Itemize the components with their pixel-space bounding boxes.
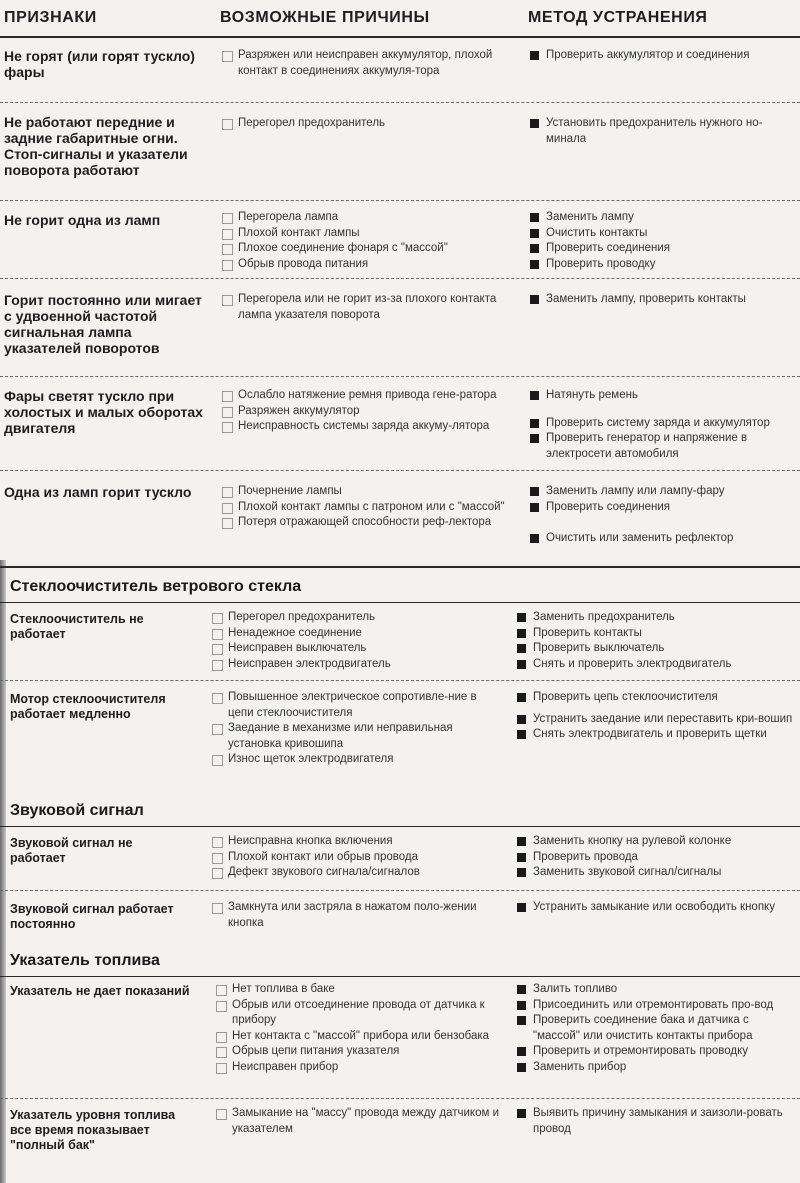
- row-divider: [0, 1098, 800, 1099]
- fix-item: Очистить контакты: [528, 226, 796, 242]
- fixes-list: [515, 1106, 797, 1137]
- cause-item: Перегорел предохранитель: [220, 116, 510, 132]
- fix-item: Присоединить или отремонтировать про-вод: [515, 998, 797, 1014]
- causes-list: [214, 1106, 504, 1137]
- fix-item: Проверить выключатель: [515, 641, 797, 657]
- row-divider: [0, 278, 800, 279]
- row-divider: [0, 102, 800, 103]
- section-rule: [0, 602, 800, 603]
- cause-item: Потеря отражающей способности реф-лектора: [220, 515, 510, 531]
- cause-item: Нет контакта с "массой" прибора или бензобака: [214, 1029, 504, 1045]
- fixes-list: [515, 610, 797, 672]
- fixes-list: [515, 834, 797, 881]
- fix-item: Проверить соединение бака и датчика с "массой" или очистить контакты прибора: [515, 1013, 797, 1044]
- row-divider: [0, 376, 800, 377]
- row-divider: [0, 680, 800, 681]
- section-title-wiper: Стеклоочиститель ветрового стекла: [10, 578, 302, 595]
- cause-item: Неисправен выключатель: [210, 641, 500, 657]
- cause-item: Перегорела или не горит из-за плохого контакта лампа указателя поворота: [220, 292, 510, 323]
- causes-list: [220, 210, 510, 272]
- cause-item: Обрыв или отсоединение провода от датчика к прибору: [214, 998, 504, 1029]
- row-divider: [0, 200, 800, 201]
- header-causes: ВОЗМОЖНЫЕ ПРИЧИНЫ: [220, 9, 430, 26]
- section-rule: [0, 976, 800, 977]
- symptom: Указатель уровня топлива все время показывает "полный бак": [10, 1108, 176, 1152]
- section-rule: [0, 826, 800, 827]
- fixes-list: [528, 116, 796, 147]
- symptom: Мотор стеклоочистителя работает медленно: [10, 692, 166, 721]
- fix-item: Проверить соединения: [528, 241, 796, 257]
- cause-item: Повышенное электрическое сопротивле-ние в цепи стеклоочистителя: [210, 690, 500, 721]
- fix-item: Заменить лампу: [528, 210, 796, 226]
- cause-item: Обрыв цепи питания указателя: [214, 1044, 504, 1060]
- cause-item: Плохое соединение фонаря с "массой": [220, 241, 510, 257]
- fix-item: Снять и проверить электродвигатель: [515, 657, 797, 673]
- cause-item: Дефект звукового сигнала/сигналов: [210, 865, 500, 881]
- fix-item: Залить топливо: [515, 982, 797, 998]
- section-rule: [0, 566, 800, 568]
- symptom: Стеклоочиститель не работает: [10, 612, 144, 641]
- symptom: Звуковой сигнал не работает: [10, 836, 133, 865]
- fixes-list: [528, 210, 796, 272]
- cause-item: Перегорел предохранитель: [210, 610, 500, 626]
- causes-list: [210, 610, 500, 672]
- fix-item: Проверить контакты: [515, 626, 797, 642]
- cause-item: Почернение лампы: [220, 484, 510, 500]
- fix-item: Очистить или заменить рефлектор: [528, 531, 796, 547]
- fix-item: Заменить лампу или лампу-фару: [528, 484, 796, 500]
- causes-list: [220, 116, 510, 132]
- symptom: Фары светят тускло при холостых и малых оборотах двигателя: [4, 388, 203, 436]
- cause-item: Разряжен или неисправен аккумулятор, плохой контакт в соединениях аккумуля-тора: [220, 48, 510, 79]
- cause-item: Обрыв провода питания: [220, 257, 510, 273]
- fix-item: Проверить цепь стеклоочистителя: [515, 690, 797, 706]
- symptom: Не работают передние и задние габаритные огни. Стоп-сигналы и указатели поворота работают: [4, 114, 188, 178]
- cause-item: Разряжен аккумулятор: [220, 404, 510, 420]
- causes-list: [210, 690, 500, 768]
- causes-list: [220, 484, 510, 531]
- cause-item: Плохой контакт или обрыв провода: [210, 850, 500, 866]
- row-divider: [0, 890, 800, 891]
- symptom: Горит постоянно или мигает с удвоенной частотой сигнальная лампа указателей поворотов: [4, 292, 202, 356]
- fix-item: Установить предохранитель нужного но-минала: [528, 116, 796, 147]
- cause-item: Ослабло натяжение ремня привода гене-ратора: [220, 388, 510, 404]
- fix-item: Проверить соединения: [528, 500, 796, 516]
- section-title-horn: Звуковой сигнал: [10, 802, 144, 819]
- fix-item: Проверить систему заряда и аккумулятор: [528, 416, 796, 432]
- fix-item: Заменить предохранитель: [515, 610, 797, 626]
- causes-list: [210, 900, 500, 931]
- cause-item: Неисправен электродвигатель: [210, 657, 500, 673]
- causes-list: [220, 292, 510, 323]
- cause-item: Нет топлива в баке: [214, 982, 504, 998]
- cause-item: Ненадежное соединение: [210, 626, 500, 642]
- fix-item: Проверить провода: [515, 850, 797, 866]
- causes-list: [220, 48, 510, 79]
- cause-item: Плохой контакт лампы: [220, 226, 510, 242]
- fixes-list: [528, 484, 796, 547]
- fix-item: Проверить и отремонтировать проводку: [515, 1044, 797, 1060]
- header-symptoms: ПРИЗНАКИ: [4, 9, 97, 26]
- fix-item: Устранить замыкание или освободить кнопку: [515, 900, 797, 916]
- fix-item: Проверить аккумулятор и соединения: [528, 48, 796, 64]
- fixes-list: [528, 388, 796, 462]
- symptom: Указатель не дает показаний: [10, 984, 190, 998]
- cause-item: Неисправна кнопка включения: [210, 834, 500, 850]
- fixes-list: [528, 292, 796, 308]
- symptom: Не горит одна из ламп: [4, 212, 161, 228]
- cause-item: Неисправность системы заряда аккуму-лятора: [220, 419, 510, 435]
- causes-list: [220, 388, 510, 435]
- cause-item: Замкнута или застряла в нажатом поло-жении кнопка: [210, 900, 500, 931]
- cause-item: Заедание в механизме или неправильная установка кривошипа: [210, 721, 500, 752]
- cause-item: Неисправен прибор: [214, 1060, 504, 1076]
- fixes-list: [528, 48, 796, 64]
- fix-item: Заменить звуковой сигнал/сигналы: [515, 865, 797, 881]
- fix-item: Заменить прибор: [515, 1060, 797, 1076]
- symptom: Одна из ламп горит тускло: [4, 484, 192, 500]
- causes-list: [214, 982, 504, 1075]
- fix-item: Натянуть ремень: [528, 388, 796, 404]
- fixes-list: [515, 982, 797, 1075]
- cause-item: Замыкание на "массу" провода между датчиком и указателем: [214, 1106, 504, 1137]
- fix-item: Заменить лампу, проверить контакты: [528, 292, 796, 308]
- causes-list: [210, 834, 500, 881]
- fix-item: Выявить причину замыкания и заизоли-ровать провод: [515, 1106, 797, 1137]
- header-fixes: МЕТОД УСТРАНЕНИЯ: [528, 9, 708, 26]
- symptom: Звуковой сигнал работает постоянно: [10, 902, 174, 931]
- fixes-list: [515, 690, 797, 743]
- fix-item: Устранить заедание или переставить кри-вошип: [515, 712, 797, 728]
- cause-item: Плохой контакт лампы с патроном или с "массой": [220, 500, 510, 516]
- fixes-list: [515, 900, 797, 916]
- fix-item: Проверить проводку: [528, 257, 796, 273]
- fix-item: Снять электродвигатель и проверить щетки: [515, 727, 797, 743]
- binding-shadow: [0, 560, 6, 1183]
- fix-item: Проверить генератор и напряжение в электросети автомобиля: [528, 431, 796, 462]
- fix-item: Заменить кнопку на рулевой колонке: [515, 834, 797, 850]
- row-divider: [0, 470, 800, 471]
- cause-item: Износ щеток электродвигателя: [210, 752, 500, 768]
- symptom: Не горят (или горят тускло) фары: [4, 48, 195, 80]
- cause-item: Перегорела лампа: [220, 210, 510, 226]
- section-title-fuel: Указатель топлива: [10, 952, 160, 969]
- table-header: [0, 0, 800, 38]
